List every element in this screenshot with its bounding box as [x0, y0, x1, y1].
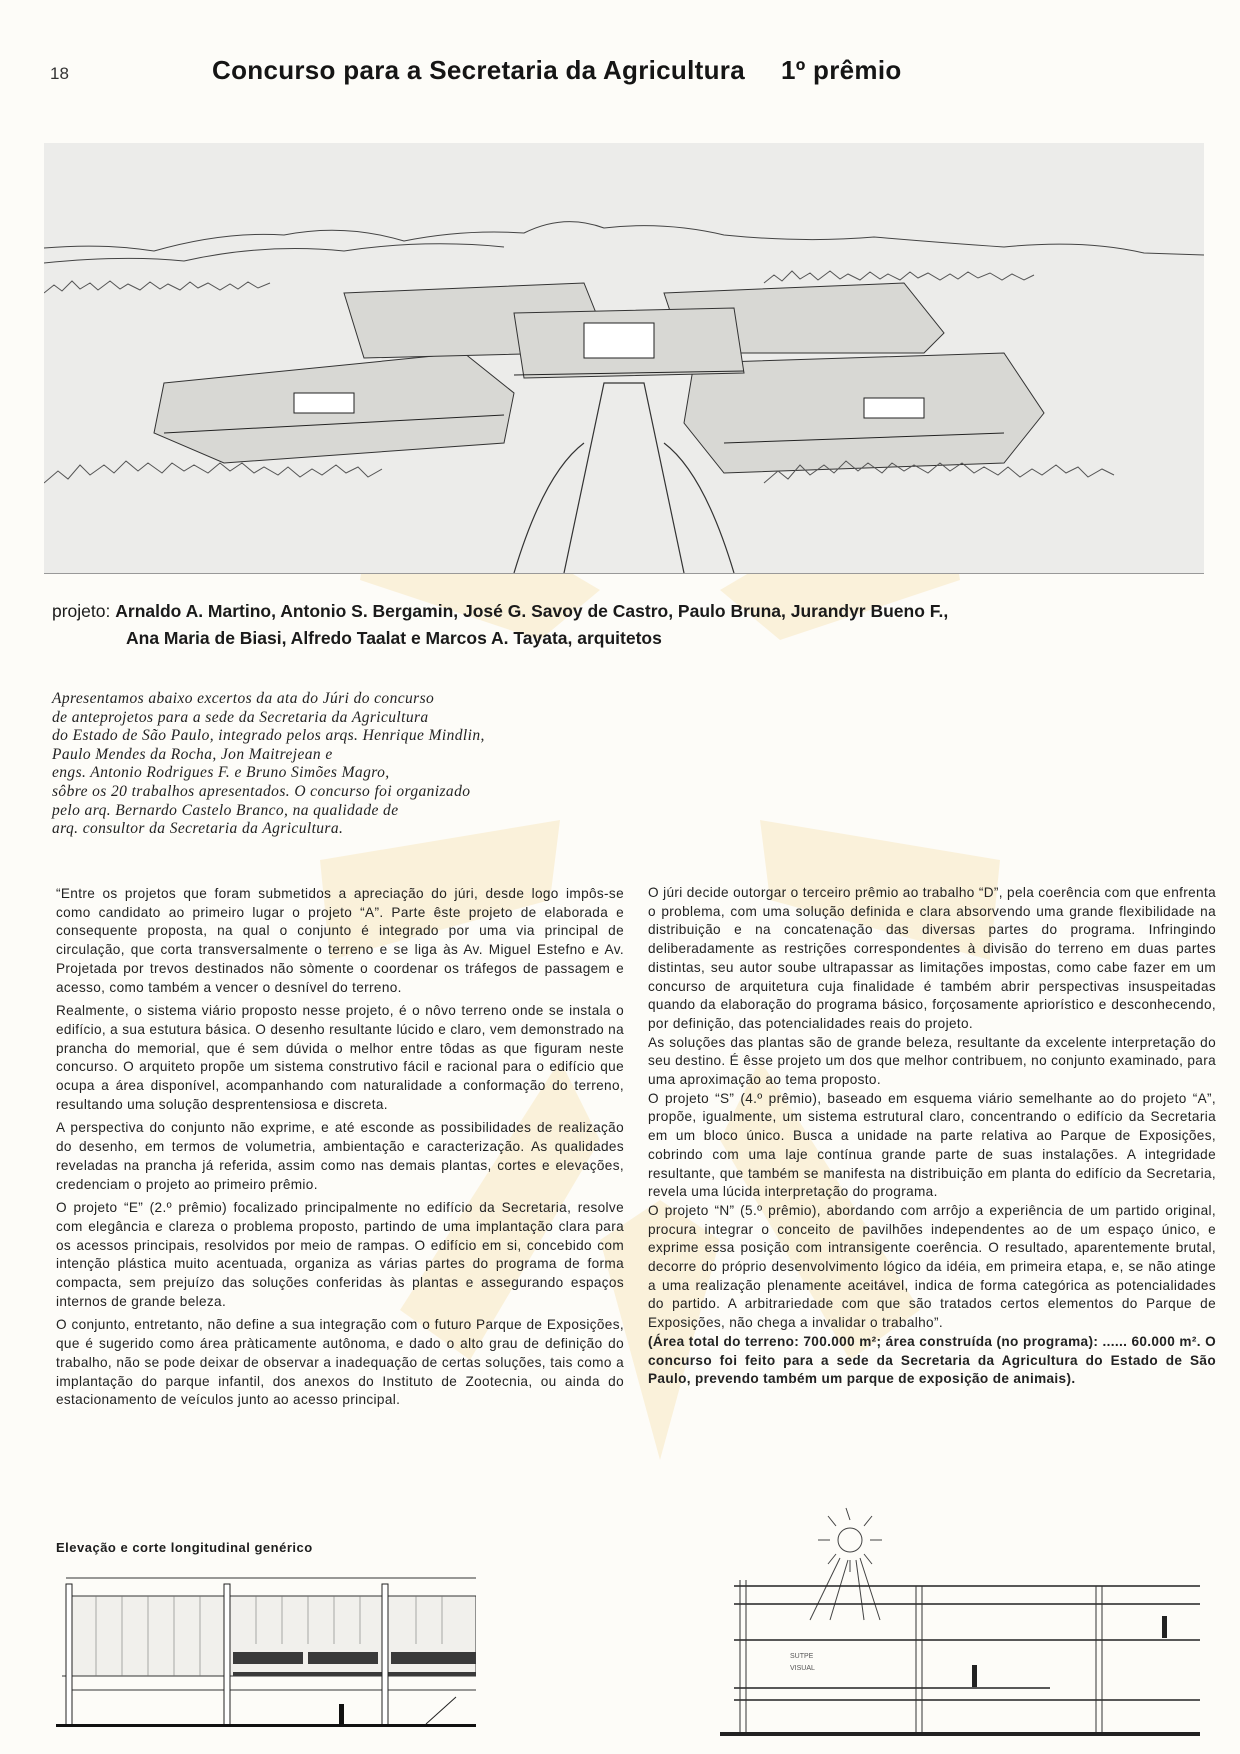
title-text: Concurso para a Secretaria da Agricultura — [212, 55, 745, 85]
right-text-column — [648, 884, 1216, 1389]
intro-line: sôbre os 20 trabalhos apresentados. O concurso foi organizado — [52, 782, 471, 800]
human-figure — [1162, 1616, 1167, 1638]
intro-line: engs. Antonio Rodrigues F. e Bruno Simões Magro, — [52, 764, 390, 782]
page-title — [212, 55, 902, 86]
prize-label: 1º prêmio — [780, 55, 902, 85]
intro-line: pelo arq. Bernardo Castelo Branco, na qualidade de — [52, 801, 399, 819]
paragraph: O projeto “N” (5.º prêmio), abordando com arrôjo a experiência de um partido original, procura integrar o conceito de pavilhões independentes ao de um espaço único, e exprime essa posição com intransigente coerência. O resultado, aparentemente brutal, decorre do próprio desenvolvimento lógico da idéia, em primeira etapa, e, se não atinge a uma realização plenamente aceitável, indica de forma categórica as potencialidades do partido. A arbitrariedade com que são tratados certos elementos do Parque de Exposições, não chega a invalidar o trabalho”. — [648, 1202, 1216, 1331]
site-area-note: (Área total do terreno: 700.000 m²; área construída (no programa): ...... 60.000 m². O concurso foi feito para a sede da Secretaria da Agricultura do Estado de São Paulo, prevendo também um parque de exposição de animais). — [648, 1333, 1216, 1387]
paragraph: O conjunto, entretanto, não define a sua integração com o futuro Parque de Exposições, que é sugerido como área pràticamente autônoma, e dado o alto grau de definição do trabalho, não se pode deixar de observar a inadequação de certas soluções, tais como a implantação do parque infantil, dos anexos do Instituto de Zootecnia, ou ainda do estacionamento de veículos junto ao acesso principal. — [56, 1317, 624, 1408]
intro-line: de anteprojetos para a sede da Secretaria da Agricultura — [52, 708, 429, 726]
human-figure — [972, 1665, 977, 1687]
credits-label: projeto: — [52, 601, 111, 621]
paragraph: As soluções das plantas são de grande beleza, resultante da excelente interpretação do seu destino. É êsse projeto um dos que melhor contribuem, no conjunto examinado, para uma aproximação ao tema proposto. — [648, 1034, 1216, 1088]
page-number: 18 — [50, 64, 69, 83]
intro-line: Apresentamos abaixo excertos da ata do Júri do concurso — [52, 690, 435, 707]
intro-italic-text — [52, 690, 572, 839]
elevation-drawing — [56, 1572, 476, 1730]
section-label: VISUAL — [790, 1665, 815, 1672]
project-credits — [52, 598, 1172, 652]
aerial-perspective-drawing — [44, 143, 1204, 574]
paragraph: “Entre os projetos que foram submetidos a apreciação do júri, desde logo impôs-se como candidato ao primeiro lugar o projeto “A”. Parte êste projeto de elaborada e consequente proposta, na qual o conjunto é integrado por uma via principal de circulação, que corta transversalmente o terreno e se liga às Av. Miguel Estefno e Av. Projetada por trevos destinados não sòmente o coordenar os tráfegos de passagem e acesso, como também a vencer o desnível do terreno. — [56, 886, 624, 995]
intro-line: arq. consultor da Secretaria da Agricultura. — [52, 820, 344, 838]
left-text-column — [56, 885, 624, 1415]
ground-line — [720, 1732, 1200, 1736]
paragraph: O júri decide outorgar o terceiro prêmio ao trabalho “D”, pela coerência com que enfrenta o problema, com uma solução definida e clara absorvendo uma grande flexibilidade na distribuição e na concatenação das diversas partes do programa. Infringindo deliberadamente as restrições correspondentes à divisão do terreno em duas partes distintas, seu autor soube ultrapassar as limitações impostas, como cabe fazer em um concurso de arquitetura cuja finalidade é também abrir perspectivas insuspeitadas quando da elaboração do programa básico, forçosamente apriorístico e desconhecendo, por definição, das potencialidades reais do projeto. — [648, 885, 1216, 1031]
credits-names-line2: Ana Maria de Biasi, Alfredo Taalat e Marcos A. Tayata, arquitetos — [126, 628, 662, 648]
credits-names-line1: Arnaldo A. Martino, Antonio S. Bergamin, José G. Savoy de Castro, Paulo Bruna, Jurandyr Bueno F., — [115, 601, 949, 621]
human-figure — [339, 1704, 344, 1724]
drawing-caption: Elevação e corte longitudinal genérico — [56, 1540, 313, 1555]
section-label: SUTPE — [790, 1653, 814, 1660]
ground-line — [56, 1724, 476, 1727]
sun-icon — [810, 1508, 882, 1620]
paragraph: A perspectiva do conjunto não exprime, e até esconde as possibilidades de realização do desenho, em termos de volumetria, ambientação e caracterização. As qualidades reveladas na prancha já referida, assim como nas demais plantas, cortes e elevações, credenciam o projeto ao primeiro prêmio. — [56, 1120, 624, 1192]
section-drawing — [700, 1500, 1200, 1740]
paragraph: O projeto “E” (2.º prêmio) focalizado principalmente no edifício da Secretaria, resolve com elegância e clareza o problema proposto, partindo de uma implantação clara para os acessos principais, resolvidos por meio de rampas. O edifício em si, concebido com intenção plástica muito acentuada, organiza as várias partes do programa de forma compacta, sem prejuízo das soluções conferidas às plantas e assegurando espaços internos de grande beleza. — [56, 1200, 624, 1309]
paragraph: Realmente, o sistema viário proposto nesse projeto, é o nôvo terreno onde se instala o edifício, a sua estutura básica. O desenho resultante lúcido e claro, vem demonstrado na prancha do memorial, que é sem dúvida o melhor entre tôdas as que figuram neste concurso. O arquiteto propõe um sistema construtivo fácil e racional para o edifício que ocupa a área disponível, acompanhando com naturalidade a conformação do terreno, resultando uma solução desprentensiosa e discreta. — [56, 1003, 624, 1112]
intro-line: do Estado de São Paulo, integrado pelos arqs. Henrique Mindlin, — [52, 727, 485, 745]
intro-line: Paulo Mendes da Rocha, Jon Maitrejean e — [52, 745, 333, 763]
paragraph: O projeto “S” (4.º prêmio), baseado em esquema viário semelhante ao do projeto “A”, propõe, igualmente, um sistema estrutural claro, concentrando o edifício da Secretaria em um bloco único. Busca a unidade na parte relativa ao Parque de Exposições, cobrindo com uma laje contínua grande parte de suas instalações. A integridade resultante, que também se manifesta na distribuição em planta do edifício da Secretaria, revela uma lúcida interpretação do programa. — [648, 1090, 1216, 1200]
